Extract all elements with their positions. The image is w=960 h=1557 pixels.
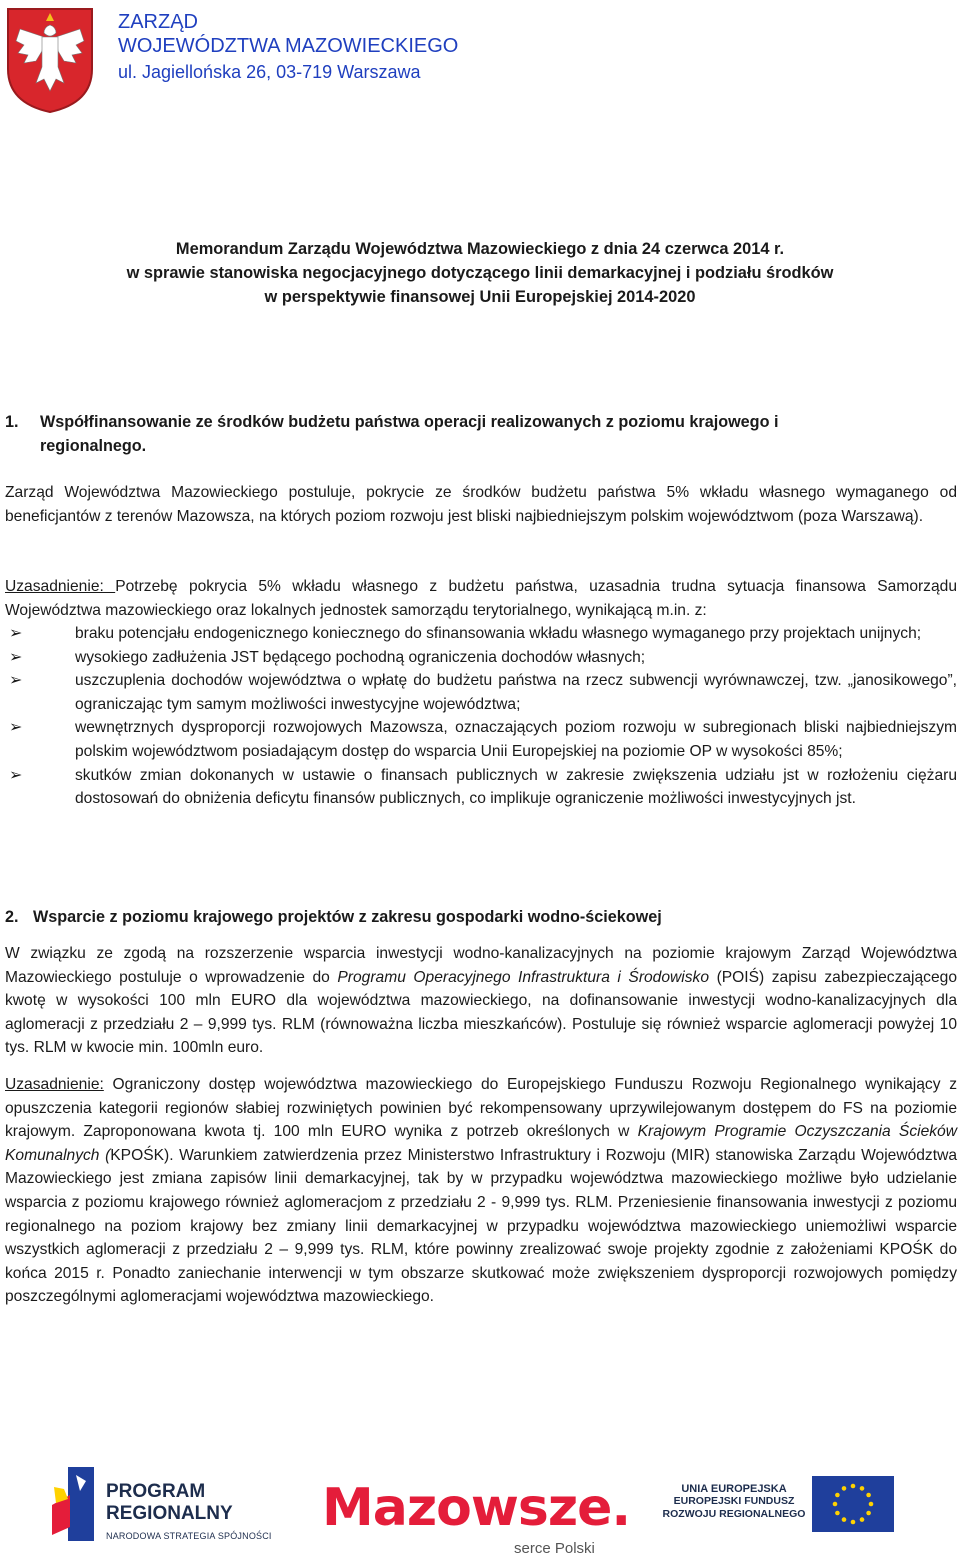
justification-label: Uzasadnienie: xyxy=(5,1076,104,1093)
arrow-bullet-icon: ➢ xyxy=(9,625,23,642)
paragraph xyxy=(5,942,957,1060)
justification-paragraph xyxy=(5,575,957,622)
justification-text: Ograniczony dostęp województwa mazowieckiego do Europejskiego Funduszu Rozwoju Regionalnego wynikający z opuszczenia kategorii regionów słabiej rozwiniętych powinien być rekompensowany uprzywilejowanym dostępem do FS na poziomie krajowym. Zaproponowana kwota tj. 100 mln EURO wynika z potrzeb określonych w xyxy=(5,1076,957,1141)
section-number: 2. xyxy=(5,908,19,926)
eu-star-icon xyxy=(851,1484,856,1489)
letterhead-line1: ZARZĄD xyxy=(118,11,198,33)
list-item xyxy=(5,646,957,670)
justification-text: Potrzebę pokrycia 5% wkładu własnego z budżetu państwa, uzasadnia trudna sytuacja finansowa Samorządu Województwa mazowieckiego oraz lokalnych jednostek samorządu terytorialnego, wynikającą m.in. z: xyxy=(5,578,957,619)
list-item-text: uszczuplenia dochodów województwa o wpłatę do budżetu państwa na rzecz subwencji wyrównawczej, tzw. „janosikowego”, ograniczając tym samym możliwości inwestycyjne województwa; xyxy=(75,672,957,713)
eu-fund-label xyxy=(660,1483,808,1521)
section-2-heading xyxy=(5,906,945,930)
footer-logos xyxy=(0,1450,960,1557)
title-line: w sprawie stanowiska negocjacyjnego dotyczącego linii demarkacyjnej i podziału środków xyxy=(126,264,834,282)
list-item-text: braku potencjału endogenicznego koniecznego do sfinansowania wkładu własnego wymaganego przy projektach unijnych; xyxy=(75,625,922,642)
section-heading-text: Wsparcie z poziomu krajowego projektów z zakresu gospodarki wodno-ściekowej xyxy=(33,908,662,926)
list-item-text: wewnętrznych dysproporcji rozwojowych Mazowsza, oznaczających poziom rozwoju w subregionach bliski najbiedniejszym polskim województwom posiadającym dostęp do wsparcia Unii Europejskiej na poziomie OP w wysokości 85%; xyxy=(75,719,957,760)
list-item-text: skutków zmian dokonanych w ustawie o finansach publicznych w zakresie zwiększenia udziału jst w rozłożeniu ciężaru dostosowań do obniżenia deficytu finansów publicznych, co implikuje ograniczenie możliwości inwestycyjnych jst. xyxy=(75,766,957,808)
program-l2: REGIONALNY xyxy=(106,1503,233,1524)
eu-l1: UNIA EUROPEJSKA xyxy=(681,1483,787,1495)
bullet-list xyxy=(5,622,957,811)
paragraph: Zarząd Województwa Mazowieckiego postuluje, pokrycie ze środków budżetu państwa 5% wkładu własnego wymaganego od beneficjantów z terenów Mazowsza, na których poziom rozwoju jest bliski najbiedniejszym polskim województwom (poza Warszawą). xyxy=(5,484,957,525)
eu-flag-icon xyxy=(812,1476,894,1532)
justification-text: KPOŚK). Warunkiem zatwierdzenia przez Ministerstwo Infrastruktury i Rozwoju (MIR) stanowiska Zarządu Województwa Mazowieckiego jest zmiana zapisów linii demarkacyjnej, tak by w przypadku województwa mazowieckiego możliwe było udzielanie wsparcia z poziomu krajowego również aglomeracjom z przedziału 2 - 9,999 tys. RLM. Przeniesienie finansowania inwestycji z poziomu regionalnego na poziom krajowy bez zmiany linii demarkacyjnej w przypadku województwa mazowieckiego uniemożliwi wsparcie wszystkich aglomeracji z przedziału 2 – 9,999 tys. RLM, które powinny zrealizować swoje projekty zgodnie z założeniami KPOŚK do końca 2015 r. Ponadto zaniechanie interwencji w tym obszarze skutkować może zwiększeniem dysproporcji rozwojowych pomiędzy poszczególnymi aglomeracjami województwa mazowieckiego. xyxy=(5,1146,957,1306)
eu-l2: EUROPEJSKI FUNDUSZ xyxy=(673,1495,795,1507)
coat-of-arms-icon xyxy=(6,7,94,114)
paragraph-text: W związku ze zgodą na rozszerzenie wsparcia inwestycji wodno-kanalizacyjnych na poziomie krajowym Zarząd Województwa Mazowieckiego postuluje o wprowadzenie do xyxy=(5,945,957,986)
eu-star-icon xyxy=(833,1502,838,1507)
program-name: Krajowym Programie Oczyszczania Ścieków Komunalnych ( xyxy=(5,1123,957,1164)
section-number: 1. xyxy=(5,413,19,431)
eu-star-icon xyxy=(851,1520,856,1525)
document-title xyxy=(0,237,960,309)
program-regionalny-emblem-icon xyxy=(50,1465,98,1545)
title-line: Memorandum Zarządu Województwa Mazowieckiego z dnia 24 czerwca 2014 r. xyxy=(175,240,785,258)
list-item xyxy=(5,622,957,646)
eu-star-icon xyxy=(842,1486,847,1491)
arrow-bullet-icon: ➢ xyxy=(9,672,23,690)
title-line: w perspektywie finansowej Unii Europejskiej 2014-2020 xyxy=(264,288,696,306)
program-l1: PROGRAM xyxy=(106,1481,206,1502)
program-l3: NARODOWA STRATEGIA SPÓJNOŚCI xyxy=(106,1531,272,1541)
list-item xyxy=(5,669,957,716)
list-item-text: wysokiego zadłużenia JST będącego pochodną ograniczenia dochodów własnych; xyxy=(75,648,646,666)
arrow-bullet-icon: ➢ xyxy=(9,648,23,666)
justification-paragraph xyxy=(5,1073,957,1309)
eu-l3: ROZWOJU REGIONALNEGO xyxy=(662,1508,806,1520)
eu-star-icon xyxy=(866,1511,871,1516)
eu-star-icon xyxy=(835,1493,840,1498)
paragraph-text: (POIŚ) zapisu zabezpieczającego kwotę w wysokości 100 mln EURO dla województwa mazowieckiego, na dofinansowanie inwestycji wodno-kanalizacyjnych dla aglomeracji z przedziału 2 – 9,999 tys. RLM (równoważna liczba mieszkańców). Postuluje się również wsparcie aglomeracji powyżej 10 tys. RLM w kwocie min. 100mln euro. xyxy=(5,968,957,1057)
letterhead-line2: WOJEWÓDZTWA MAZOWIECKIEGO xyxy=(118,35,459,57)
mazowsze-tagline: serce Polski xyxy=(514,1540,595,1557)
justification-label: Uzasadnienie: xyxy=(5,578,116,595)
list-item xyxy=(5,764,957,811)
eu-star-icon xyxy=(835,1511,840,1516)
eu-star-icon xyxy=(869,1502,874,1507)
eu-star-icon xyxy=(860,1486,865,1491)
eu-star-icon xyxy=(842,1517,847,1522)
letterhead xyxy=(118,10,458,84)
eu-star-icon xyxy=(866,1493,871,1498)
section-1-heading xyxy=(5,411,885,458)
arrow-bullet-icon: ➢ xyxy=(9,719,23,737)
section-heading-text: Współfinansowanie ze środków budżetu państwa operacji realizowanych z poziomu krajowego i regionalnego. xyxy=(40,413,779,455)
mazowsze-logo: Mazowsze. xyxy=(322,1478,631,1538)
letterhead-address: ul. Jagiellońska 26, 03-719 Warszawa xyxy=(118,62,421,82)
arrow-bullet-icon: ➢ xyxy=(9,766,23,784)
list-item xyxy=(5,716,957,763)
program-name: Programu Operacyjnego Infrastruktura i Środowisko xyxy=(337,968,710,986)
eu-star-icon xyxy=(860,1517,865,1522)
